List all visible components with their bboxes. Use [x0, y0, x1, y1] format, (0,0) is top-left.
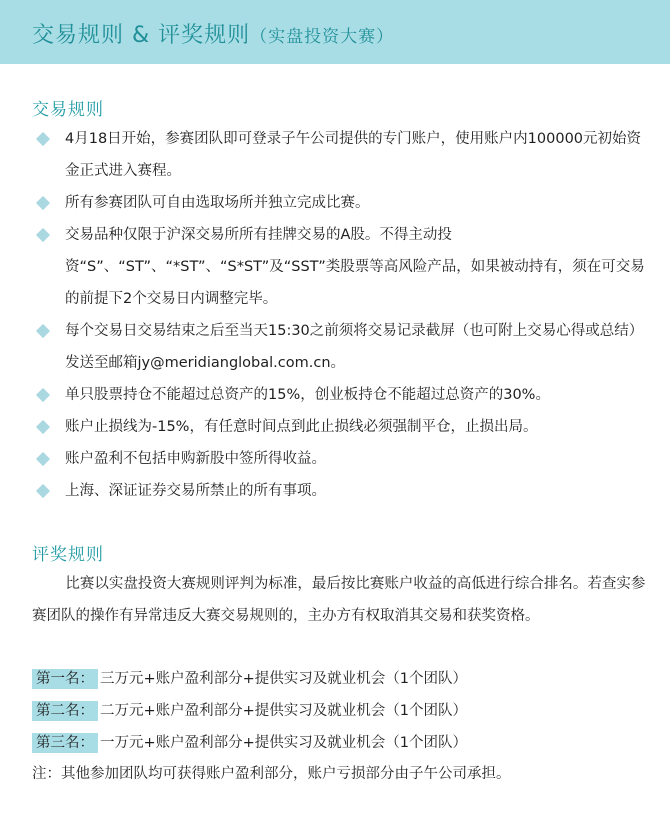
- list-item: [32, 411, 652, 443]
- list-item-text: 上海、深证证券交易所禁止的所有事项。: [65, 483, 326, 499]
- prize-label: 第二名：: [32, 701, 98, 721]
- prize-label: 第一名：: [32, 669, 98, 689]
- prize-text: 三万元+账户盈利部分+提供实习及就业机会（1个团队）: [100, 671, 468, 687]
- prize-second: [32, 698, 467, 724]
- page-header: [0, 0, 670, 64]
- list-item-text: 账户盈利不包括申购新股中签所得收益。: [65, 451, 326, 467]
- award-intro-paragraph: 比赛以实盘投资大赛规则评判为标准，最后按比赛账户收益的高低进行综合排名。若查实参赛团队的操作有异常违反大赛交易规则的，主办方有权取消其交易和获奖资格。: [32, 576, 646, 624]
- list-item-text: 单只股票持仓不能超过总资产的15%，创业板持仓不能超过总资产的30%。: [65, 387, 550, 403]
- page-title-subtitle: （实盘投资大赛）: [250, 27, 395, 47]
- diamond-bullet-icon: [36, 420, 50, 434]
- award-rules-heading: 评奖规则: [32, 545, 104, 565]
- diamond-bullet-icon: [36, 324, 50, 338]
- list-item-text: 4月18日开始，参赛团队即可登录子午公司提供的专门账户，使用账户内100000元初始资金正式进入赛程。: [65, 131, 642, 179]
- prize-first: [32, 666, 467, 692]
- diamond-bullet-icon: [36, 484, 50, 498]
- award-note: 注：其他参加团队均可获得账户盈利部分，账户亏损部分由子午公司承担。: [32, 766, 511, 782]
- list-item: [32, 219, 652, 315]
- prize-label: 第三名：: [32, 733, 98, 753]
- list-item: [32, 187, 652, 219]
- prize-text: 一万元+账户盈利部分+提供实习及就业机会（1个团队）: [100, 735, 468, 751]
- list-item-text: 账户止损线为-15%，有任意时间点到此止损线必须强制平仓，止损出局。: [65, 419, 538, 435]
- diamond-bullet-icon: [36, 132, 50, 146]
- prize-text: 二万元+账户盈利部分+提供实习及就业机会（1个团队）: [100, 703, 468, 719]
- list-item-text: 交易品种仅限于沪深交易所所有挂牌交易的A股。不得主动投资“S”、“ST”、“*ST”、“S*ST”及“SST”类股票等高风险产品，如果被动持有，须在可交易的前提下2个交易日内调整完毕。: [65, 227, 645, 307]
- list-item: [32, 315, 652, 379]
- list-item: [32, 443, 652, 475]
- page-title: [32, 18, 394, 49]
- diamond-bullet-icon: [36, 196, 50, 210]
- list-item: [32, 379, 652, 411]
- list-item: [32, 123, 652, 187]
- trading-rules-list: [32, 123, 652, 507]
- page-title-main: 交易规则 & 评奖规则: [32, 23, 251, 48]
- list-item: [32, 475, 652, 507]
- list-item-text: 每个交易日交易结束之后至当天15:30之前须将交易记录截屏（也可附上交易心得或总结）发送至邮箱jy@meridianglobal.com.cn。: [65, 323, 644, 371]
- diamond-bullet-icon: [36, 228, 50, 242]
- prize-third: [32, 730, 467, 756]
- diamond-bullet-icon: [36, 452, 50, 466]
- diamond-bullet-icon: [36, 388, 50, 402]
- list-item-text: 所有参赛团队可自由选取场所并独立完成比赛。: [65, 195, 370, 211]
- trading-rules-heading: 交易规则: [32, 100, 104, 120]
